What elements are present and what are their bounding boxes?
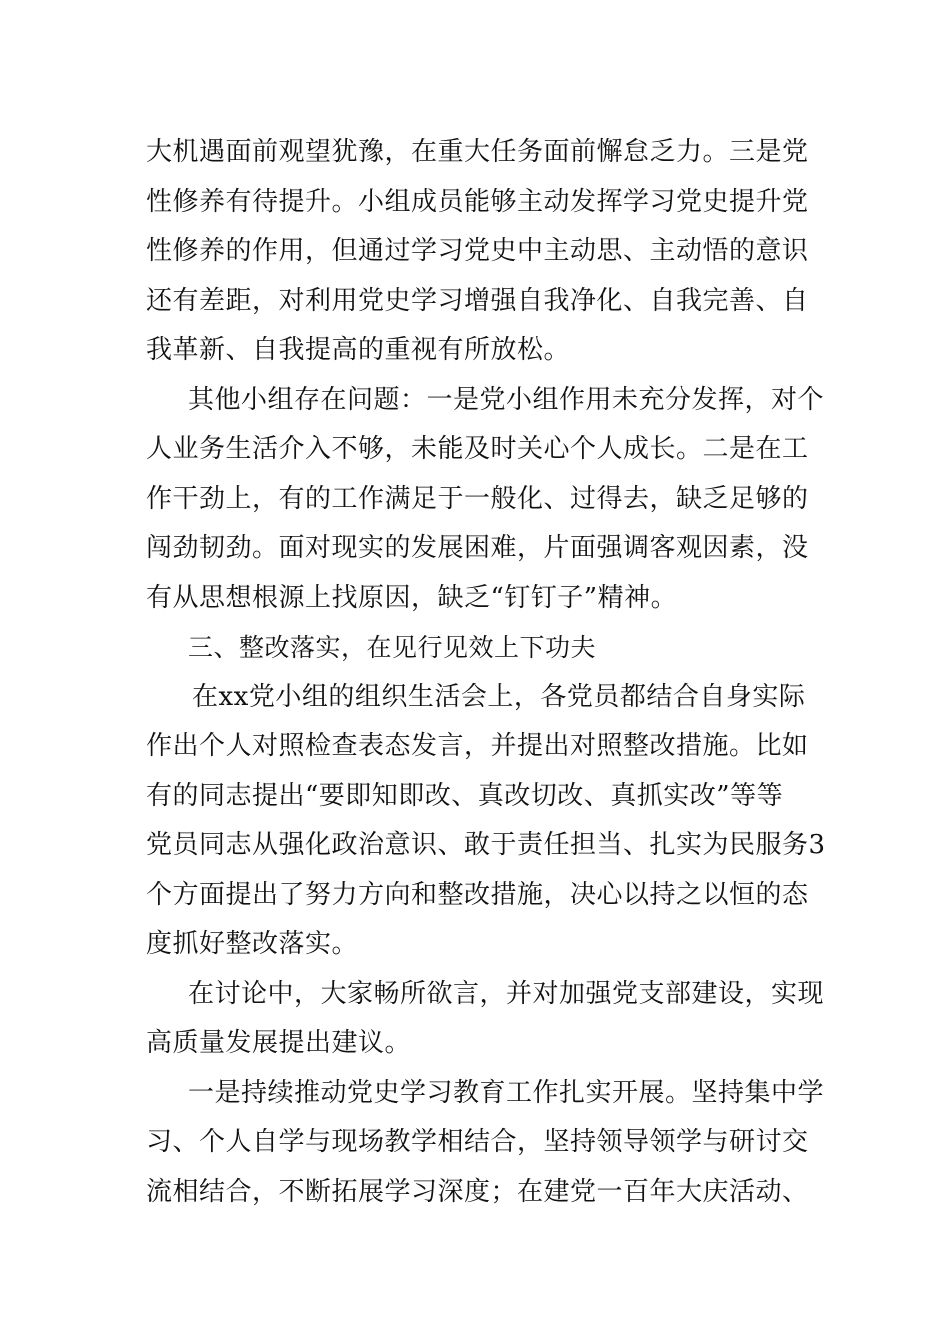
text-line: 闯劲韧劲。面对现实的发展困难，片面强调客观因素，没	[146, 533, 809, 563]
text-line: 作干劲上，有的工作满足于一般化、过得去，缺乏足够的	[146, 483, 809, 514]
paragraph-first-line: 其他小组存在问题：一是党小组作用未充分发挥，对个	[188, 384, 825, 415]
text-line: 作出个人对照检查表态发言，并提出对照整改措施。比如	[146, 731, 809, 761]
text-line: 党员同志从强化政治意识、敢于责任担当、扎实为民服务3	[146, 830, 826, 860]
text-line: 我革新、自我提高的重视有所放松。	[146, 335, 571, 365]
text-line: 性修养的作用，但通过学习党史中主动思、主动悟的意识	[146, 236, 809, 266]
text-line: 习、个人自学与现场教学相结合，坚持领导领学与研讨交	[146, 1127, 809, 1157]
text-line: 度抓好整改落实。	[146, 929, 359, 959]
paragraph-first-line: 在xx党小组的组织生活会上，各党员都结合自身实际	[192, 681, 806, 712]
text-line: 大机遇面前观望犹豫，在重大任务面前懈怠乏力。三是党	[146, 137, 809, 167]
text-line: 有从思想根源上找原因，缺乏“钉钉子”精神。	[146, 582, 678, 613]
text-line: 还有差距，对利用党史学习增强自我净化、自我完善、自	[146, 285, 809, 316]
section-heading: 三、整改落实，在见行见效上下功夫	[188, 633, 597, 662]
text-line: 个方面提出了努力方向和整改措施，决心以持之以恒的态	[146, 879, 809, 910]
text-line: 高质量发展提出建议。	[146, 1028, 412, 1058]
paragraph-first-line: 在讨论中，大家畅所欲言，并对加强党支部建设，实现	[188, 978, 825, 1009]
text-line: 性修养有待提升。小组成员能够主动发挥学习党史提升党	[146, 186, 809, 217]
text-line: 有的同志提出“要即知即改、真改切改、真抓实改”等等	[146, 780, 784, 811]
text-line: 流相结合，不断拓展学习深度；在建党一百年大庆活动、	[146, 1176, 809, 1207]
text-line: 人业务生活介入不够，未能及时关心个人成长。二是在工	[146, 434, 809, 464]
document-body	[146, 128, 826, 1217]
paragraph-first-line: 一是持续推动党史学习教育工作扎实开展。坚持集中学	[188, 1077, 825, 1108]
